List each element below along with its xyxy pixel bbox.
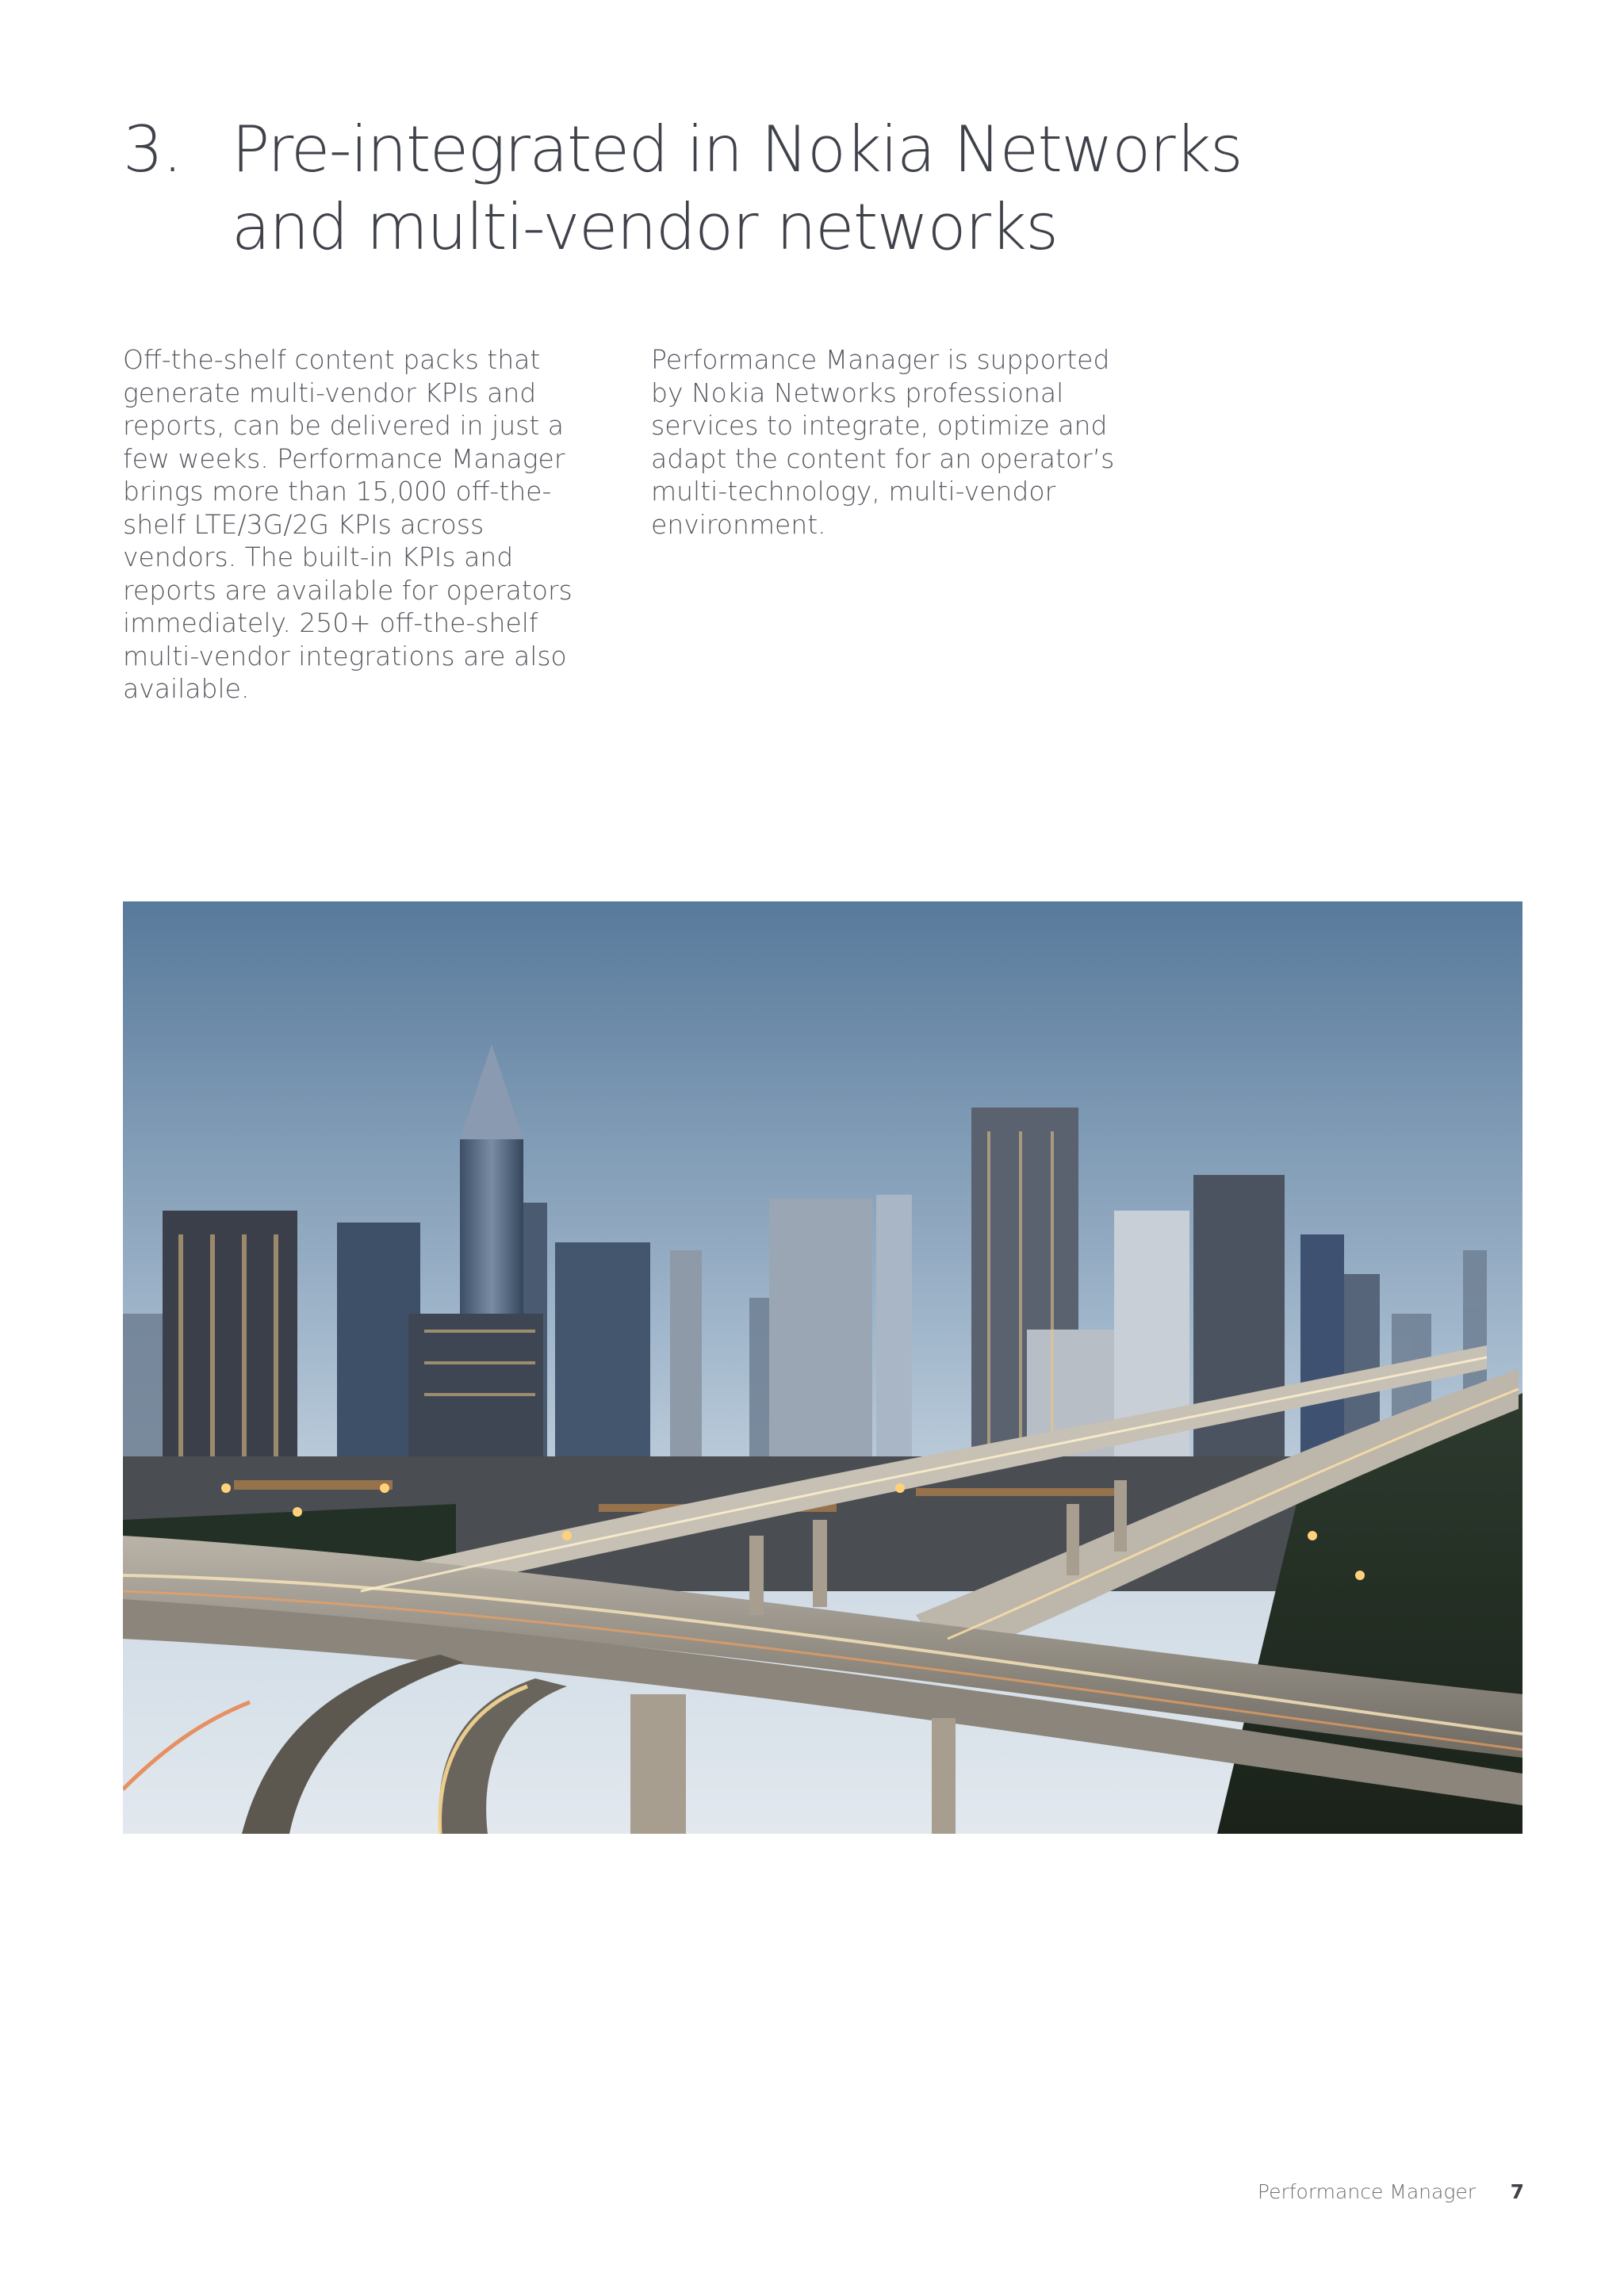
- body-paragraph-left: Off-the-shelf content packs that generate multi-vendor KPIs and reports, can be delivered in just a few weeks. Performance Manager brings more than 15,000 off-the-shelf LTE/3G/2G KPIs across vendors. The built-in KPIs and reports are available for operators immediately. 250+ off-the-shelf multi-vendor integrations are also available.: [123, 344, 573, 704]
- section-title-line-1: Pre-integrated in Nokia Networks: [232, 113, 1243, 186]
- section-number: 3.: [123, 113, 182, 186]
- body-paragraph-right: Performance Manager is supported by Nokia Networks professional services to integrate, optimize and adapt the content for an operator’s multi-technology, multi-vendor environment.: [651, 344, 1115, 540]
- footer-doc-title: Performance Manager: [1257, 2180, 1476, 2203]
- footer-page-number: 7: [1510, 2180, 1524, 2203]
- section-title: [232, 111, 1262, 266]
- section-title-line-2: and multi-vendor networks: [232, 190, 1058, 264]
- city-skyline-highway-photo: [123, 901, 1522, 1834]
- photo-illustration: [123, 901, 1522, 1834]
